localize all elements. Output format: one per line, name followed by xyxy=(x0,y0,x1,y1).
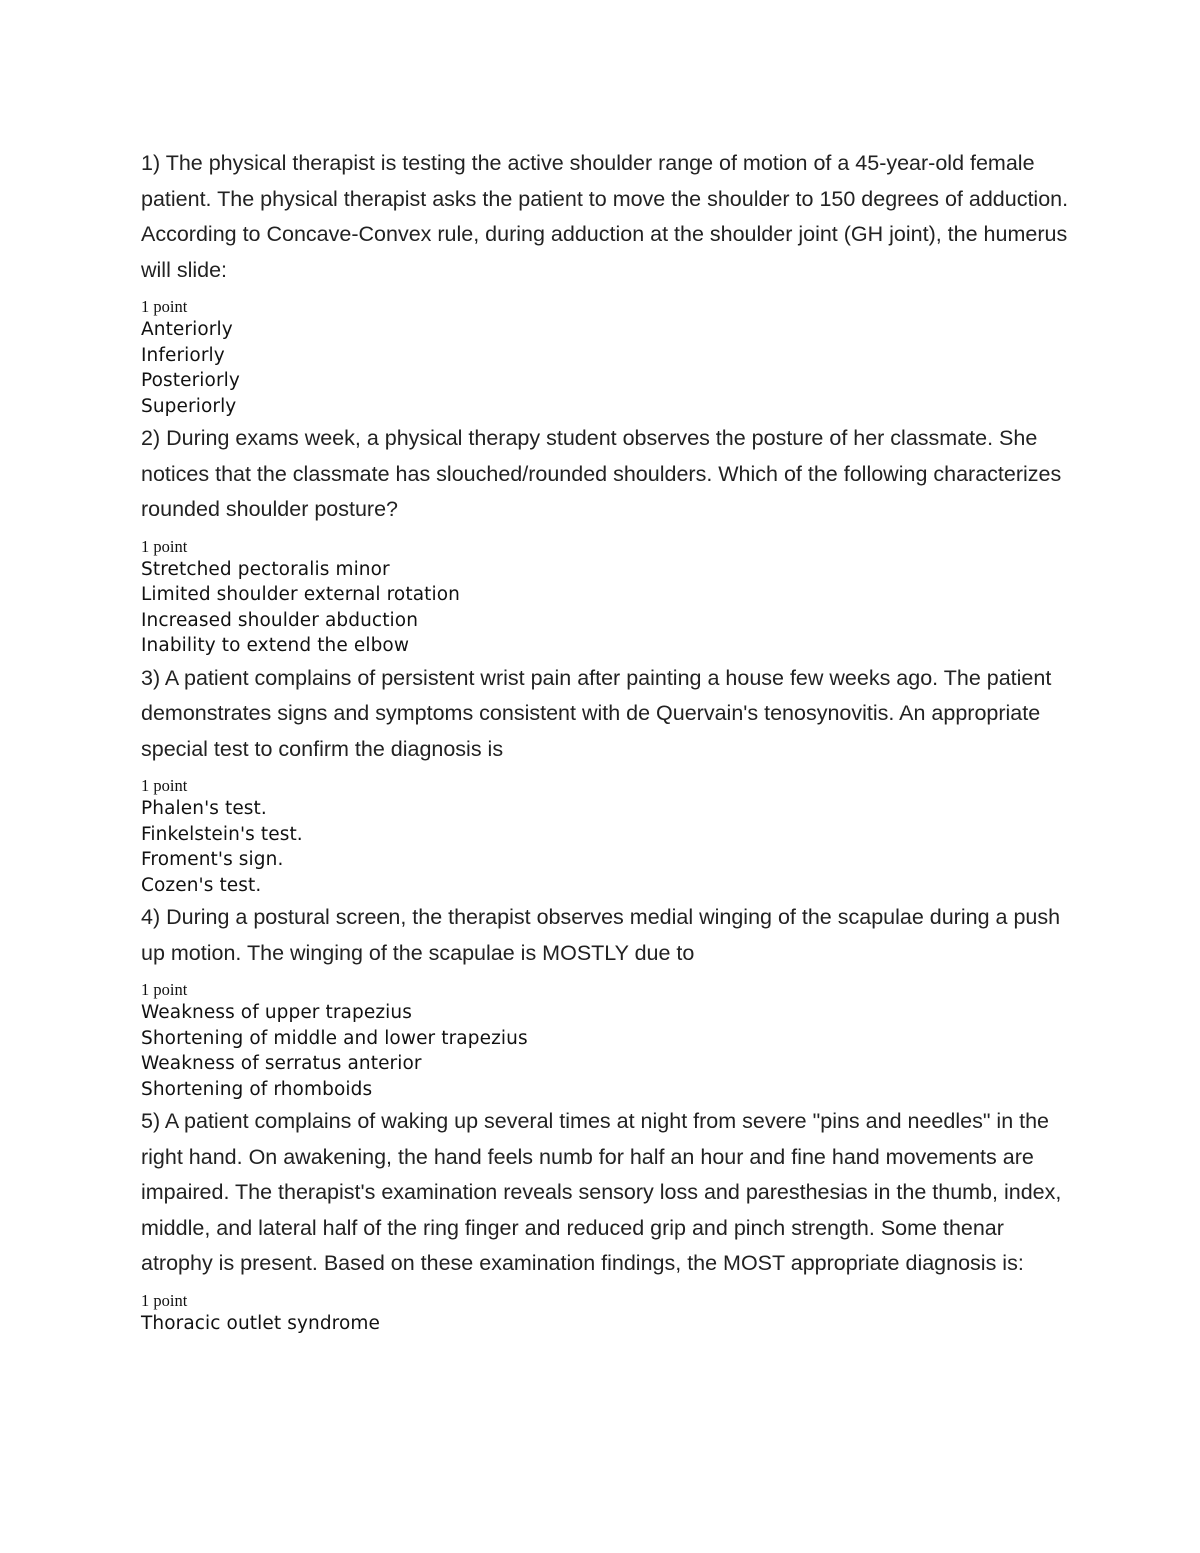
answer-options xyxy=(141,1000,1071,1102)
question-text: 2) During exams week, a physical therapy student observes the posture of her classmate. She notices that the classmate has slouched/rounded shoulders. Which of the following characterizes rounded shoulder posture? xyxy=(141,426,1062,521)
question-text: 5) A patient complains of waking up several times at night from severe "pins and needles" in the right hand. On awakening, the hand feels numb for half an hour and fine hand movements are impaired. The therapist's examination reveals sensory loss and paresthesias in the thumb, index, middle, and lateral half of the ring finger and reduced grip and pinch strength. Some thenar atrophy is present. Based on these examination findings, the MOST appropriate diagnosis is: xyxy=(141,1109,1062,1275)
question-text: 3) A patient complains of persistent wrist pain after painting a house few weeks ago. The patient demonstrates signs and symptoms consistent with de Quervain's tenosynovitis. An appropriate special test to confirm the diagnosis is xyxy=(141,665,1052,761)
answer-option[interactable]: Thoracic outlet syndrome xyxy=(141,1312,380,1334)
answer-option[interactable]: Increased shoulder abduction xyxy=(141,609,419,631)
answer-option[interactable]: Shortening of rhomboids xyxy=(141,1078,373,1100)
answer-option[interactable]: Posteriorly xyxy=(141,370,240,391)
points-label: 1 point xyxy=(141,776,188,795)
answer-option[interactable]: Limited shoulder external rotation xyxy=(141,584,460,605)
answer-option[interactable]: Froment's sign. xyxy=(141,849,284,870)
question-1 xyxy=(141,146,1071,419)
answer-option[interactable]: Inability to extend the elbow xyxy=(141,635,410,656)
question-4 xyxy=(141,900,1071,1102)
answer-option[interactable]: Phalen's test. xyxy=(141,798,267,819)
question-5 xyxy=(141,1104,1071,1336)
points-label: 1 point xyxy=(141,980,188,999)
answer-options xyxy=(141,1311,1071,1337)
document-page xyxy=(141,146,1071,1336)
question-text: 1) The physical therapist is testing the active shoulder range of motion of a 45-year-old female patient. The physical therapist asks the patient to move the shoulder to 150 degrees of adduction. According to Concave-Convex rule, during adduction at the shoulder joint (GH joint), the humerus will slide: xyxy=(141,151,1069,282)
answer-option[interactable]: Shortening of middle and lower trapezius xyxy=(141,1027,528,1049)
points-label: 1 point xyxy=(141,536,188,556)
points-label: 1 point xyxy=(141,1290,188,1310)
answer-option[interactable]: Stretched pectoralis minor xyxy=(141,558,390,580)
points-label: 1 point xyxy=(141,297,188,316)
question-text: 4) During a postural screen, the therapist observes medial winging of the scapulae during a push up motion. The winging of the scapulae is MOSTLY due to xyxy=(141,905,1061,965)
answer-options xyxy=(141,557,1071,659)
answer-option[interactable]: Cozen's test. xyxy=(141,874,262,896)
answer-options xyxy=(141,317,1071,419)
answer-option[interactable]: Finkelstein's test. xyxy=(141,823,303,845)
answer-option[interactable]: Weakness of upper trapezius xyxy=(141,1002,412,1023)
question-2 xyxy=(141,421,1071,659)
question-3 xyxy=(141,661,1071,899)
answer-option[interactable]: Anteriorly xyxy=(141,319,233,340)
answer-option[interactable]: Inferiorly xyxy=(141,344,225,366)
answer-options xyxy=(141,796,1071,898)
answer-option[interactable]: Superiorly xyxy=(141,395,237,417)
answer-option[interactable]: Weakness of serratus anterior xyxy=(141,1053,422,1074)
